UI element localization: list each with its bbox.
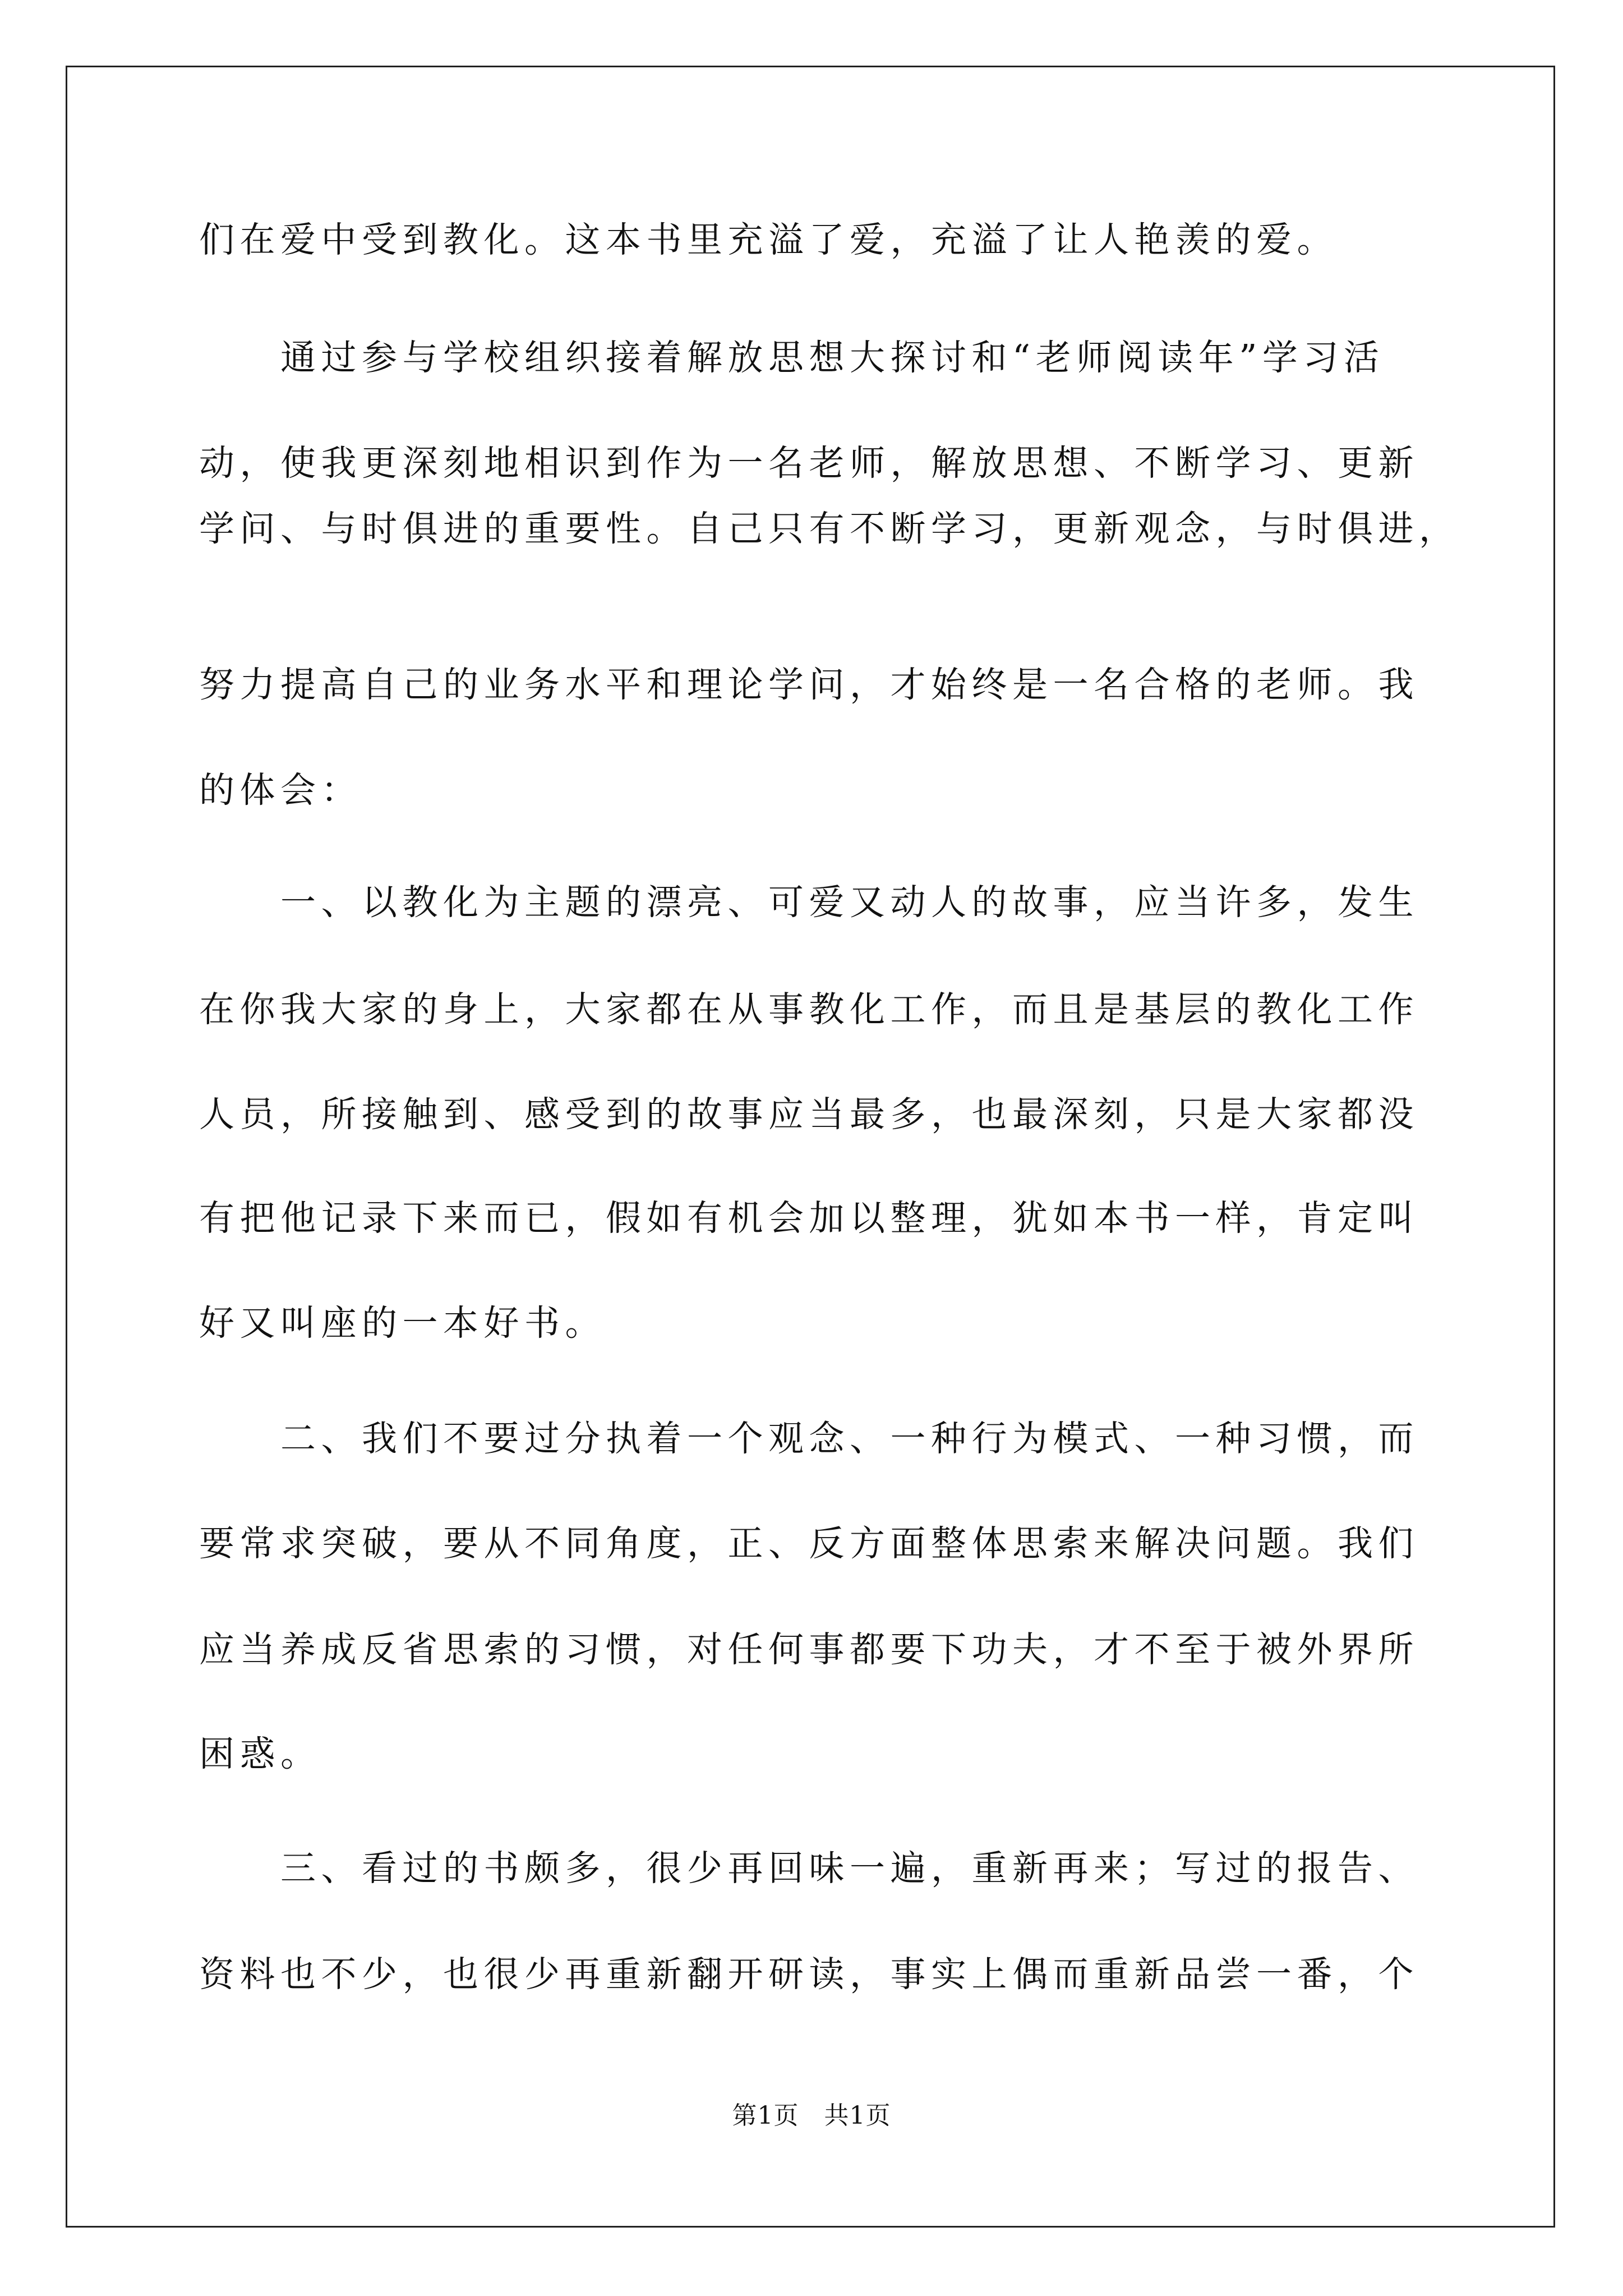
body-text-line: 有把他记录下来而已，假如有机会加以整理，犹如本书一样，肯定叫 xyxy=(199,1198,1419,1239)
body-text-line: 一、以教化为主题的漂亮、可爱又动人的故事，应当许多，发生 xyxy=(199,882,1419,923)
page-number-footer: 第1页 共1页 xyxy=(732,2101,891,2130)
body-text-line: 努力提高自己的业务水平和理论学问，才始终是一名合格的老师。我 xyxy=(199,664,1419,705)
body-text-line: 在你我大家的身上，大家都在从事教化工作，而且是基层的教化工作 xyxy=(199,989,1419,1030)
body-text-line: 学问、与时俱进的重要性。自己只有不断学习，更新观念，与时俱进， xyxy=(199,508,1460,549)
body-text-line: 三、看过的书颇多，很少再回味一遍，重新再来；写过的报告、 xyxy=(199,1848,1419,1889)
body-text-line: 好又叫座的一本好书。 xyxy=(199,1303,606,1343)
page-border xyxy=(66,66,1555,2228)
body-text-line: 通过参与学校组织接着解放思想大探讨和“老师阅读年”学习活 xyxy=(199,337,1385,378)
body-text-line: 二、我们不要过分执着一个观念、一种行为模式、一种习惯，而 xyxy=(199,1418,1419,1459)
body-text-line: 们在爱中受到教化。这本书里充溢了爱，充溢了让人艳羡的爱。 xyxy=(199,219,1338,260)
body-text-line: 要常求突破，要从不同角度，正、反方面整体思索来解决问题。我们 xyxy=(199,1523,1419,1564)
body-text-line: 资料也不少，也很少再重新翻开研读，事实上偶而重新品尝一番，个 xyxy=(199,1954,1419,1995)
body-text-line: 困惑。 xyxy=(199,1733,321,1774)
body-text-line: 应当养成反省思索的习惯，对任何事都要下功夫，才不至于被外界所 xyxy=(199,1629,1419,1670)
body-text-line: 动，使我更深刻地相识到作为一名老师，解放思想、不断学习、更新 xyxy=(199,443,1419,484)
body-text-line: 人员，所接触到、感受到的故事应当最多，也最深刻，只是大家都没 xyxy=(199,1094,1419,1135)
body-text-line: 的体会： xyxy=(199,770,362,811)
